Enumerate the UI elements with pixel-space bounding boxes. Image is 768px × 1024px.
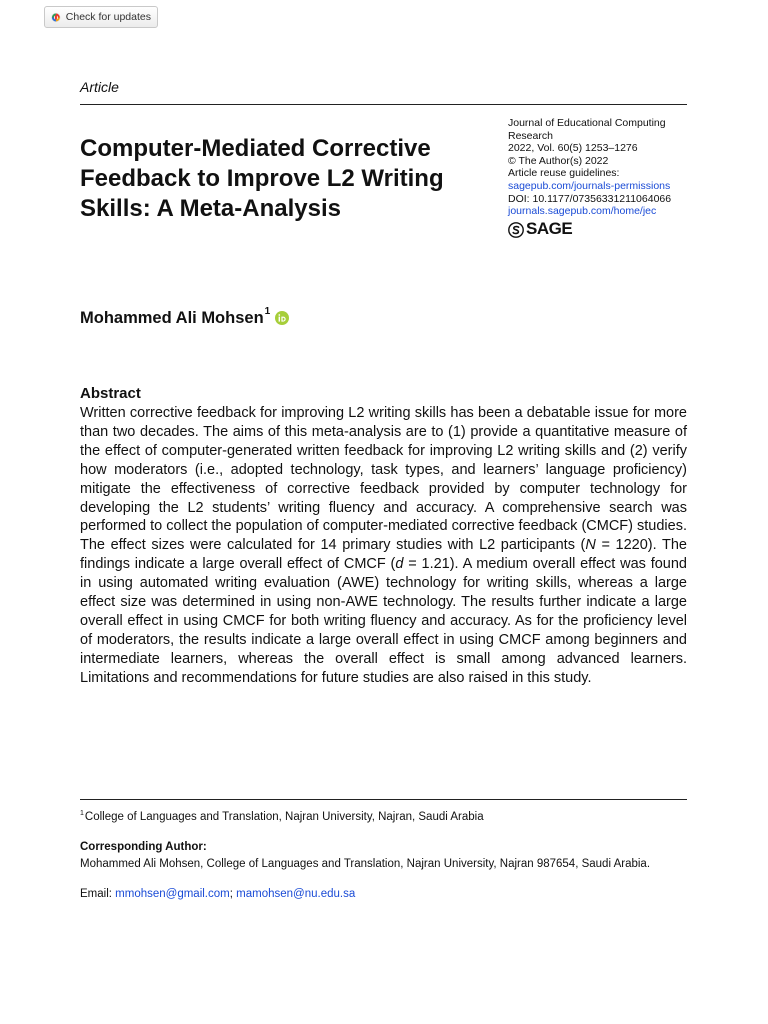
author-affiliation-marker: 1 [264, 306, 271, 317]
email-link-1[interactable]: mmohsen@gmail.com [115, 888, 230, 900]
check-for-updates-label: Check for updates [65, 11, 151, 23]
email-link-2[interactable]: mamohsen@nu.edu.sa [236, 888, 356, 900]
journal-volume: 2022, Vol. 60(5) 1253–1276 [508, 142, 638, 155]
reuse-label: Article reuse guidelines: [508, 167, 620, 180]
article-title: Computer-Mediated Corrective Feedback to Improve L2 Writing Skills: A Meta-Analysis [80, 135, 444, 222]
affiliation-text: College of Languages and Translation, Najran University, Najran, Saudi Arabia [84, 811, 484, 823]
header-divider [80, 104, 687, 105]
journal-name: Journal of Educational Computing [508, 117, 666, 129]
abstract-heading: Abstract [80, 385, 141, 402]
journal-name-cont: Research [508, 129, 553, 142]
check-for-updates-button[interactable] [44, 6, 158, 28]
corresponding-text: Mohammed Ali Mohsen, College of Languages and Translation, Najran University, Najran 987654, Saudi Arabia. [80, 858, 651, 870]
email-separator: ; [229, 888, 233, 900]
footnote-divider [80, 799, 687, 800]
abstract-text-part1: Written corrective feedback for improving L2 writing skills has been a debatable issue for more than two decades. The aims of this meta-analysis are to (1) provide a quantitative measure of the effect of computer-generated written feedback for improving L2 writing skills and (2) verify how moderators (i.e., adopted technology, task types, and learners’ language proficiency) mitigate the effectiveness of corrective feedback provided by computer technology for developing the L2 students’ writing fluency and accuracy. A comprehensive search was performed to collect the population of computer-mediated corrective feedback (CMCF) studies. The effect sizes were calculated for 14 primary studies with L2 participants ( [80, 405, 687, 554]
orcid-icon[interactable] [275, 311, 289, 325]
abstract-text [80, 404, 687, 688]
abstract-text-part3: = 1.21). A medium overall effect was found in using automated writing evaluation (AWE) technology for writing skills, whereas a large effect size was determined in using non-AWE technology. The results further indicate a large overall effect in using CMCF for both writing fluency and accuracy. As for the proficiency level of moderators, the results indicate a large overall effect in using CMCF among beginners and intermediate learners, whereas the overall effect is small among advanced learners. Limitations and recommendations for future studies are also raised in this study. [80, 556, 687, 686]
sage-logo-icon [508, 222, 524, 238]
author-line [80, 306, 289, 328]
d-symbol: d [395, 556, 404, 573]
article-type-label: Article [80, 79, 119, 95]
reuse-link[interactable]: sagepub.com/journals-permissions [508, 179, 671, 192]
email-line [80, 888, 355, 900]
sage-logo-text: SAGE [526, 219, 573, 239]
journal-link[interactable]: journals.sagepub.com/home/jec [508, 205, 657, 218]
journal-info [508, 117, 693, 238]
doi: DOI: 10.1177/07356331211064066 [508, 192, 672, 205]
check-for-updates-icon [51, 10, 61, 25]
abstract-text-part2: = 1220). The findings indicate a large overall effect of CMCF ( [80, 537, 687, 573]
sage-logo [508, 219, 693, 239]
n-symbol: N [585, 537, 596, 554]
affiliation-marker: 1 [80, 810, 84, 817]
affiliation-footnote [80, 811, 484, 823]
copyright: © The Author(s) 2022 [508, 154, 609, 167]
author-name: Mohammed Ali Mohsen [80, 309, 264, 327]
email-label: Email: [80, 888, 112, 900]
corresponding-heading: Corresponding Author: [80, 841, 207, 853]
